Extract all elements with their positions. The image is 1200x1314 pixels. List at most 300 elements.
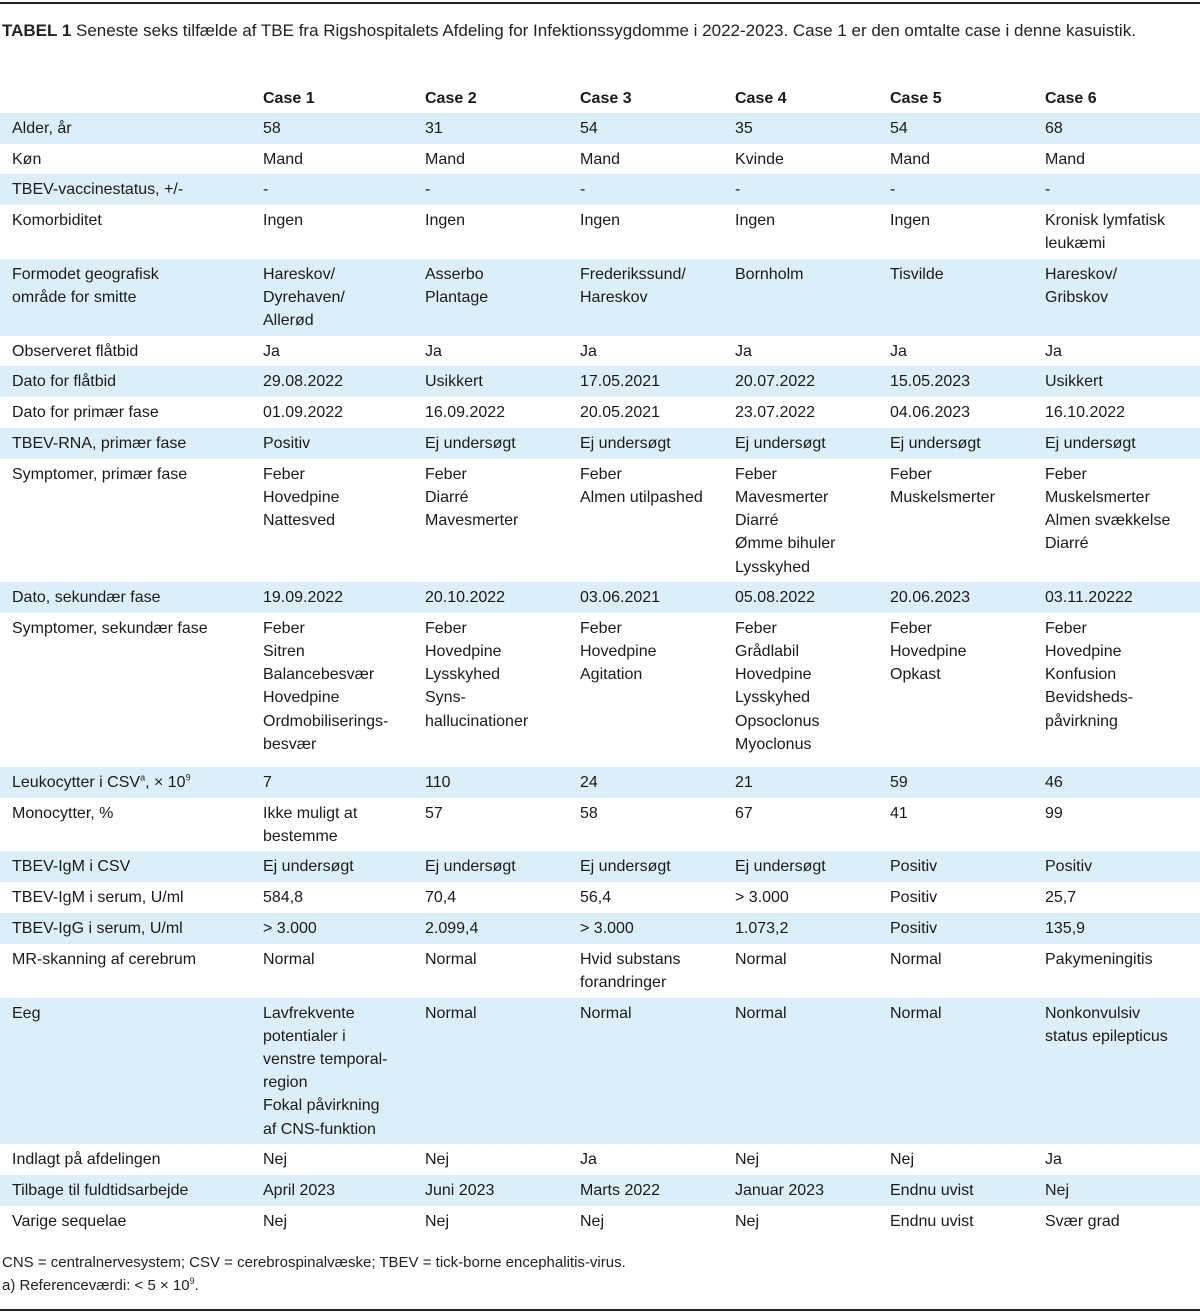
cell-line: 20.06.2023 (890, 588, 971, 606)
table-cell (890, 882, 1045, 913)
cell-line: 7 (263, 773, 272, 791)
table-cell (580, 1175, 735, 1206)
cell-line: 20.07.2022 (735, 372, 816, 390)
cell-line: Lavfrekvente (263, 1004, 355, 1022)
cell-line: 25,7 (1045, 889, 1077, 907)
cell-line: Allerød (263, 312, 314, 330)
table-cell (735, 582, 890, 613)
table-cell (735, 113, 890, 144)
cell-line: Hovedpine (263, 489, 340, 507)
table-row (0, 174, 1200, 205)
cell-line: Normal (735, 951, 787, 969)
cell-line: hallucinationer (425, 712, 529, 730)
footnote-reference-end: . (194, 1277, 199, 1294)
cell-line: Nonkonvulsiv (1045, 1004, 1141, 1022)
table-cell (425, 174, 580, 205)
table-cell (1045, 459, 1200, 582)
cell-line: Feber (425, 619, 467, 637)
table-cell (735, 798, 890, 851)
table-cell (735, 913, 890, 944)
cell-line: Mavesmerter (425, 512, 519, 530)
table-cell (425, 767, 580, 798)
cell-line: Normal (425, 1004, 477, 1022)
table-cell (425, 144, 580, 174)
table-cell (425, 428, 580, 459)
table-cell (890, 851, 1045, 882)
table-row (0, 851, 1200, 882)
cell-line: Balancebesvær (263, 666, 375, 684)
row-label-line: Indlagt på afdelingen (12, 1150, 161, 1168)
cell-line: 03.06.2021 (580, 588, 661, 606)
table-row (0, 1175, 1200, 1206)
table-cell (735, 1144, 890, 1175)
table-cell (580, 998, 735, 1144)
cell-line: - (735, 181, 741, 199)
table-cell (425, 113, 580, 144)
table-body (0, 113, 1200, 1237)
table-cell (580, 798, 735, 851)
cell-line: 21 (735, 773, 753, 791)
table-cell (735, 459, 890, 582)
row-label-line: Eeg (12, 1004, 41, 1022)
table-cell (890, 767, 1045, 798)
cell-line: Ej undersøgt (425, 434, 516, 452)
cell-line: 67 (735, 804, 753, 822)
table-cell (735, 259, 890, 336)
row-label (0, 259, 263, 336)
footnote-reference-exponent: 9 (189, 1276, 195, 1286)
cell-line: 58 (263, 120, 281, 137)
cell-line: Usikkert (425, 372, 483, 390)
cell-line: Nej (425, 1212, 450, 1230)
table-cell (735, 205, 890, 258)
table-cell (890, 1144, 1045, 1175)
cell-line: Hovedpine (735, 666, 812, 684)
cell-line: Feber (735, 619, 777, 637)
table-cell (425, 1206, 580, 1237)
table-cell (890, 397, 1045, 428)
table-cell (580, 582, 735, 613)
table-cell (1045, 944, 1200, 997)
table-cell (1045, 259, 1200, 336)
table-cell (263, 851, 425, 882)
cell-line: Hareskov/ (1045, 265, 1118, 283)
row-label-line: MR-skanning af cerebrum (12, 951, 197, 969)
cell-line: region (263, 1074, 308, 1092)
cell-line: Endnu uvist (890, 1212, 974, 1230)
table-cell (1045, 144, 1200, 174)
cell-line: Ingen (735, 212, 776, 230)
table-cell (425, 882, 580, 913)
row-label (0, 767, 263, 798)
cell-line: Nej (580, 1212, 605, 1230)
row-label (0, 1144, 263, 1175)
table-cell (890, 798, 1045, 851)
cell-line: Mand (425, 151, 466, 168)
cell-line: Kvinde (735, 151, 784, 168)
cell-line: Myoclonus (735, 735, 812, 753)
table-cell (1045, 998, 1200, 1144)
cell-line: Tisvilde (890, 265, 944, 283)
cell-line: Feber (1045, 465, 1087, 483)
table-cell (735, 336, 890, 366)
row-label (0, 851, 263, 882)
cell-line: Ja (1045, 1150, 1062, 1168)
table-cell (425, 582, 580, 613)
cell-line: Ja (890, 342, 907, 360)
cell-line: Normal (263, 951, 315, 969)
row-label (0, 428, 263, 459)
table-cell (263, 366, 425, 397)
cell-line: - (580, 181, 586, 199)
cell-line: 04.06.2023 (890, 403, 971, 421)
cell-line: Nej (890, 1150, 915, 1168)
table-cell (735, 366, 890, 397)
cell-line: Hovedpine (580, 643, 657, 661)
row-label (0, 944, 263, 997)
cell-line: Diarré (735, 512, 779, 530)
table-cell (890, 998, 1045, 1144)
table-cell (1045, 174, 1200, 205)
table-cell (735, 613, 890, 767)
cell-line: Ej undersøgt (580, 858, 671, 876)
cell-line: 54 (890, 120, 908, 137)
table-cell (735, 998, 890, 1144)
column-header-case-4: Case 4 (735, 90, 787, 107)
table-cell (890, 613, 1045, 767)
table-row (0, 205, 1200, 258)
table-cell (580, 613, 735, 767)
cell-line: Mand (263, 151, 304, 168)
cell-line: Feber (263, 619, 305, 637)
cell-line: Positiv (890, 920, 938, 938)
row-label (0, 205, 263, 258)
table-cell (263, 144, 425, 174)
cell-line: Agitation (580, 666, 643, 684)
footnote-reference (2, 1275, 199, 1297)
cell-line: Ej undersøgt (735, 858, 826, 876)
table-row (0, 798, 1200, 851)
table-cell (580, 767, 735, 798)
cell-line: Plantage (425, 288, 489, 306)
cell-line: Dyrehaven/ (263, 288, 345, 306)
cell-line: potentialer i (263, 1027, 346, 1045)
table-cell (735, 1206, 890, 1237)
cell-line: Ja (425, 342, 442, 360)
row-label-line: Alder, år (12, 120, 72, 137)
row-label-line: Formodet geografisk (12, 265, 159, 283)
row-label-line: Dato for flåtbid (12, 372, 117, 390)
table-cell (735, 882, 890, 913)
table-cell (263, 336, 425, 366)
cell-line: status epilepticus (1045, 1027, 1168, 1045)
table-cell (580, 397, 735, 428)
cell-line: Asserbo (425, 265, 484, 283)
cell-line: Nej (425, 1150, 450, 1168)
table-cell (425, 613, 580, 767)
column-header-case-2: Case 2 (425, 90, 477, 107)
row-label-unit: , × 10 (145, 773, 186, 791)
table-cell (890, 1175, 1045, 1206)
table-cell (580, 944, 735, 997)
row-label-line: TBEV-IgM i serum, U/ml (12, 889, 184, 907)
row-label (0, 582, 263, 613)
table-cell (1045, 1206, 1200, 1237)
cell-line: Feber (890, 619, 932, 637)
cell-line: 20.05.2021 (580, 403, 661, 421)
cell-line: 17.05.2021 (580, 372, 661, 390)
caption-text: Seneste seks tilfælde af TBE fra Rigshospitalets Afdeling for Infektionssygdomme i 2022-2023. Case 1 er den omtalte case i denne kasuistik. (71, 21, 1136, 40)
table-cell (580, 428, 735, 459)
cell-line: 57 (425, 804, 443, 822)
cell-line: 20.10.2022 (425, 588, 506, 606)
cell-line: Ej undersøgt (580, 434, 671, 452)
cell-line: Ikke muligt at (263, 804, 358, 822)
cell-line: Bevidsheds- (1045, 689, 1134, 707)
table-cell (263, 944, 425, 997)
cell-line: bestemme (263, 828, 338, 846)
cell-line: Diarré (425, 489, 469, 507)
column-header-case-6: Case 6 (1045, 90, 1097, 107)
table-cell (425, 798, 580, 851)
table-cell (425, 913, 580, 944)
row-label (0, 397, 263, 428)
row-label (0, 113, 263, 144)
cell-line: Feber (890, 465, 932, 483)
cell-line: - (263, 181, 269, 199)
cell-line: 23.07.2022 (735, 403, 816, 421)
cell-line: - (890, 181, 896, 199)
cell-line: 584,8 (263, 889, 304, 907)
cell-line: Januar 2023 (735, 1181, 824, 1199)
table-cell (263, 259, 425, 336)
cell-line: 16.09.2022 (425, 403, 506, 421)
cell-line: Nej (263, 1212, 288, 1230)
table-cell (1045, 336, 1200, 366)
table-cell (890, 205, 1045, 258)
table-cell (425, 397, 580, 428)
cell-line: Opkast (890, 666, 941, 684)
table-cell (1045, 366, 1200, 397)
cell-line: Mand (1045, 151, 1086, 168)
cell-line: Ja (263, 342, 280, 360)
table-cell (425, 259, 580, 336)
cell-line: påvirkning (1045, 712, 1118, 730)
footnote-reference-text: a) Referenceværdi: < 5 × 10 (2, 1277, 190, 1294)
row-label-line: område for smitte (12, 288, 137, 306)
table-cell (890, 944, 1045, 997)
cell-line: 24 (580, 773, 598, 791)
table-row (0, 259, 1200, 336)
cell-line: 135,9 (1045, 920, 1086, 938)
cell-line: Positiv (263, 434, 311, 452)
cell-line: Ingen (890, 212, 931, 230)
row-label-footnote-mark: a (140, 772, 146, 783)
table-row (0, 1144, 1200, 1175)
cell-line: Frederikssund/ (580, 265, 686, 283)
table-row (0, 397, 1200, 428)
cell-line: Ordmobiliserings- (263, 712, 389, 730)
cell-line: Gribskov (1045, 288, 1109, 306)
cell-line: 99 (1045, 804, 1063, 822)
table-row (0, 613, 1200, 767)
cell-line: Feber (1045, 619, 1087, 637)
row-label (0, 1175, 263, 1206)
cell-line: Feber (425, 465, 467, 483)
table-cell (890, 582, 1045, 613)
table-cell (1045, 851, 1200, 882)
table-cell (1045, 582, 1200, 613)
cell-line: Ej undersøgt (1045, 434, 1136, 452)
cell-line: Diarré (1045, 535, 1089, 553)
cell-line: Ej undersøgt (425, 858, 516, 876)
cell-line: 56,4 (580, 889, 612, 907)
table-cell (580, 913, 735, 944)
table-cell (890, 144, 1045, 174)
table-cell (263, 767, 425, 798)
table-row (0, 1206, 1200, 1237)
table-cell (890, 913, 1045, 944)
table-cell (1045, 205, 1200, 258)
cell-line: Nej (263, 1150, 288, 1168)
cell-line: 110 (425, 773, 451, 791)
row-label-line: Observeret flåtbid (12, 342, 139, 360)
row-label (0, 913, 263, 944)
cell-line: Konfusion (1045, 666, 1117, 684)
table-row (0, 998, 1200, 1144)
table-row (0, 459, 1200, 582)
table-cell (1045, 1144, 1200, 1175)
cell-line: Normal (735, 1004, 787, 1022)
row-label-line: TBEV-IgM i CSV (12, 858, 131, 876)
column-header-case-1: Case 1 (263, 90, 315, 107)
row-label-line: Tilbage til fuldtidsarbejde (12, 1181, 189, 1199)
cell-line: Nej (735, 1212, 760, 1230)
top-rule (0, 2, 1200, 4)
cell-line: Mand (890, 151, 931, 168)
table-cell (425, 851, 580, 882)
row-label-line: Monocytter, % (12, 804, 114, 822)
row-label-line: Komorbiditet (12, 212, 102, 230)
cell-line: Normal (580, 1004, 632, 1022)
cell-line: Hovedpine (263, 689, 340, 707)
cell-line: Svær grad (1045, 1212, 1120, 1230)
cell-line: af CNS-funktion (263, 1120, 376, 1138)
table-caption (2, 19, 1192, 43)
cell-line: April 2023 (263, 1181, 336, 1199)
cell-line: Ja (580, 342, 597, 360)
table-row (0, 882, 1200, 913)
row-label (0, 998, 263, 1144)
row-label-line: Varige sequelae (12, 1212, 127, 1230)
row-label (0, 882, 263, 913)
table-cell (425, 1175, 580, 1206)
row-label (0, 459, 263, 582)
cell-line: 35 (735, 120, 753, 137)
cell-line: Nej (735, 1150, 760, 1168)
cell-line: Feber (580, 619, 622, 637)
table-cell (1045, 798, 1200, 851)
row-label-line: TBEV-IgG i serum, U/ml (12, 920, 183, 938)
cell-line: - (1045, 181, 1051, 199)
cell-line: Hovedpine (425, 643, 502, 661)
table-cell (890, 366, 1045, 397)
row-label (0, 174, 263, 205)
cell-line: Muskelsmerter (890, 489, 995, 507)
cell-line: - (425, 181, 431, 199)
table-cell (425, 336, 580, 366)
cell-line: Bornholm (735, 265, 804, 283)
table-cell (263, 1144, 425, 1175)
cell-line: Sitren (263, 643, 305, 661)
row-label-line: Symptomer, sekundær fase (12, 619, 208, 637)
cell-line: Syns- (425, 689, 466, 707)
cell-line: > 3.000 (580, 920, 634, 938)
cell-line: Ingen (425, 212, 466, 230)
cell-line: Ingen (263, 212, 304, 230)
header-blank (0, 84, 263, 113)
table-cell (263, 174, 425, 205)
cell-line: Hareskov (580, 288, 648, 306)
cell-line: Normal (425, 951, 477, 969)
cell-line: Normal (890, 1004, 942, 1022)
table-cell (263, 113, 425, 144)
cell-line: 70,4 (425, 889, 457, 907)
column-header-case-5: Case 5 (890, 90, 942, 107)
cell-line: Ingen (580, 212, 621, 230)
table-cell (263, 613, 425, 767)
table-cell (890, 336, 1045, 366)
cell-line: 19.09.2022 (263, 588, 344, 606)
table-cell (263, 397, 425, 428)
cell-line: Mavesmerter (735, 489, 829, 507)
cell-line: Lysskyhed (735, 689, 810, 707)
table-cell (890, 174, 1045, 205)
table-cell (580, 1206, 735, 1237)
cell-line: 29.08.2022 (263, 372, 344, 390)
table-cell (263, 882, 425, 913)
cell-line: Kronisk lymfatisk (1045, 212, 1166, 230)
table-row (0, 144, 1200, 174)
table-cell (580, 336, 735, 366)
table-cell (890, 1206, 1045, 1237)
cell-line: Usikkert (1045, 372, 1103, 390)
table-cell (1045, 428, 1200, 459)
header-row (0, 84, 1200, 113)
table-cell (263, 459, 425, 582)
table-cell (263, 205, 425, 258)
cell-line: venstre temporal- (263, 1051, 388, 1069)
table-cell (1045, 113, 1200, 144)
cell-line: Normal (890, 951, 942, 969)
tbe-cases-table (0, 84, 1200, 1237)
cell-line: Positiv (890, 889, 938, 907)
cell-line: 46 (1045, 773, 1063, 791)
cell-line: 03.11.20222 (1045, 588, 1133, 606)
row-label (0, 1206, 263, 1237)
row-label-line: Køn (12, 151, 42, 168)
table-cell (1045, 1175, 1200, 1206)
cell-line: 59 (890, 773, 908, 791)
cell-line: 2.099,4 (425, 920, 479, 938)
cell-line: Muskelsmerter (1045, 489, 1150, 507)
row-label (0, 144, 263, 174)
cell-line: Nattesved (263, 512, 336, 530)
row-label-exponent: 9 (185, 772, 191, 783)
table-cell (735, 767, 890, 798)
table-cell (890, 259, 1045, 336)
cell-line: 31 (425, 120, 443, 137)
